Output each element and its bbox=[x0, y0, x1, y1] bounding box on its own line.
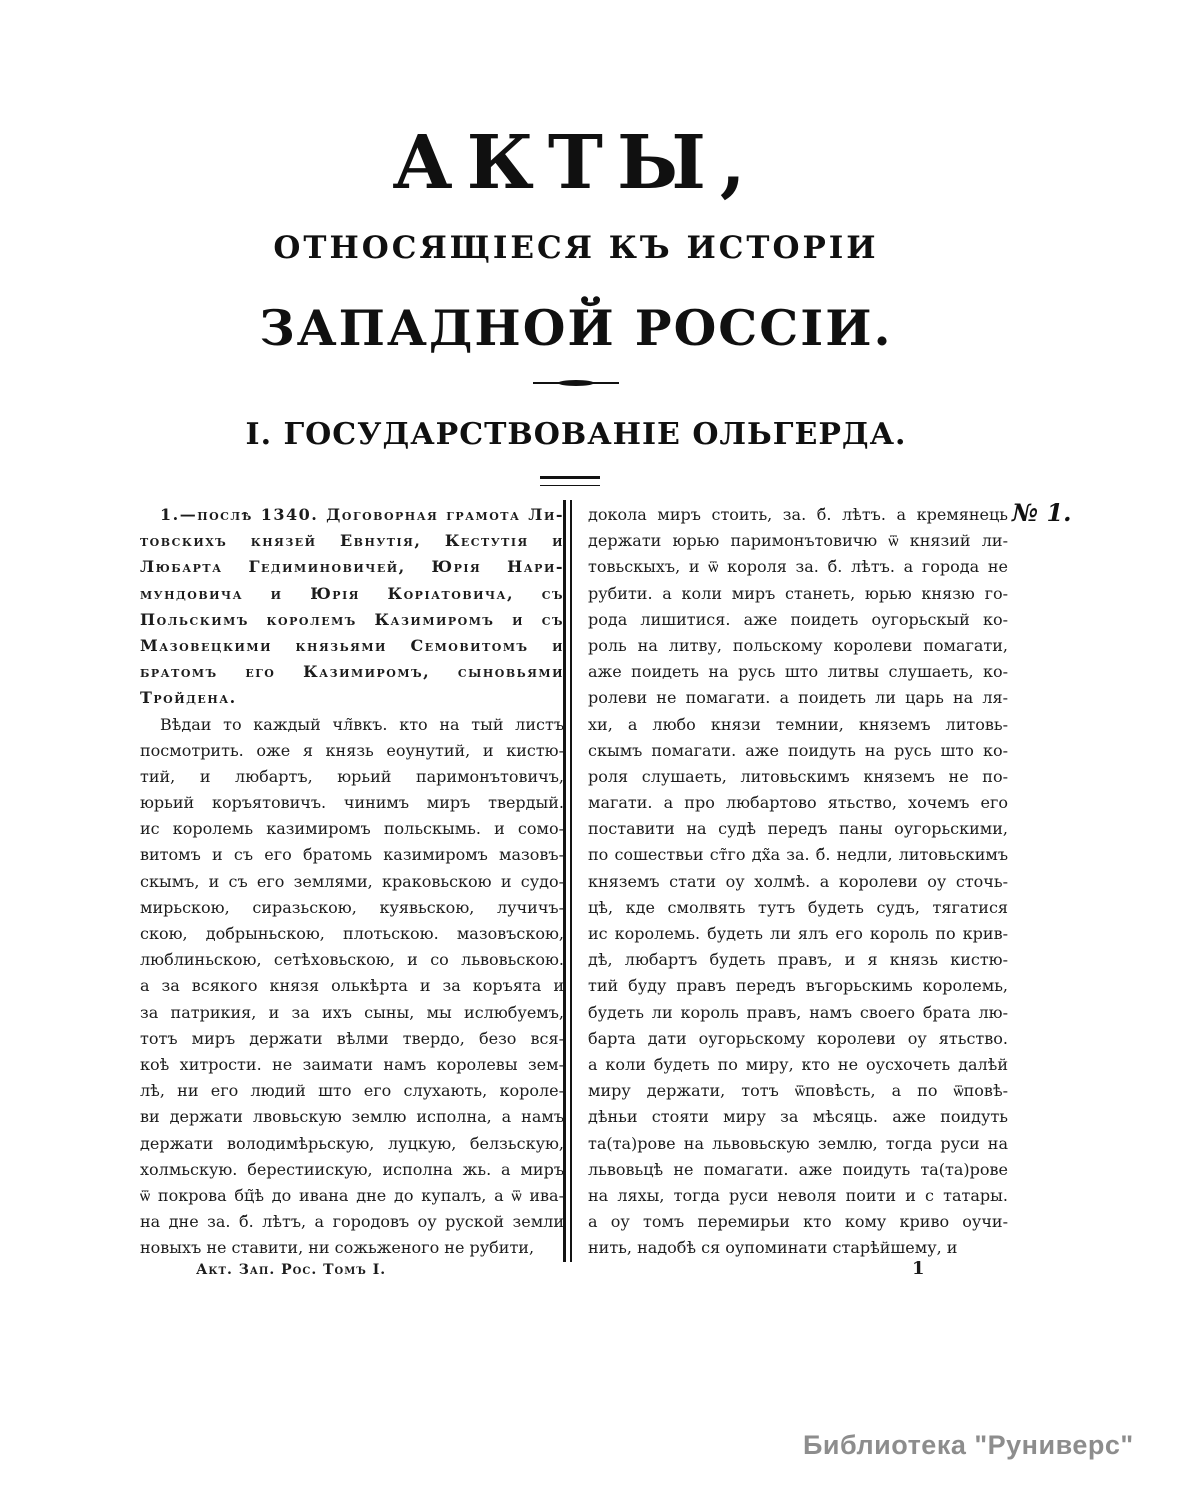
text-line: Тройдена. bbox=[140, 688, 237, 708]
ornament-swelled-rule bbox=[533, 379, 619, 386]
text-line: ролеви не помагати. а поидеть ли царь на ля- bbox=[588, 688, 1008, 708]
text-line: магати. а про любартово ятьство, хочемъ его bbox=[588, 793, 1008, 813]
book-subtitle-line2: ЗАПАДНОЙ РОССІИ. bbox=[259, 299, 893, 357]
section-heading: I. ГОСУДАРСТВОВАНІЕ ОЛЬГЕРДА. bbox=[245, 417, 907, 452]
text-line: ви держати лвовьскую землю исполна, а намъ bbox=[140, 1107, 564, 1127]
text-line: за патрикия, и за ихъ сыны, мы ислюбуемъ, bbox=[140, 1002, 564, 1022]
ornament-rule-lens bbox=[558, 380, 594, 386]
text-line: ѿ покрова бц̃ѣ до ивана дне до купалъ, а ѿ ива- bbox=[140, 1185, 564, 1205]
text-line: Польскимъ королемъ Казимиромъ и съ bbox=[140, 609, 564, 629]
text-line: рубити. а коли миръ станеть, юрью князю го- bbox=[588, 583, 1008, 603]
text-line: скымъ помагати. аже поидуть на русь што ко- bbox=[588, 740, 1008, 760]
page-number: 1 bbox=[912, 1258, 925, 1279]
text-line: скымъ, и съ его землями, краковьскою и судо- bbox=[140, 871, 564, 891]
text-line: по сошествьи ст̃го дх̃а за. б̃. недли, литовьскимъ bbox=[588, 845, 1008, 865]
text-line: люблиньскою, сетѣховьскою, и со львовьскою. bbox=[140, 950, 564, 970]
column-divider-rule bbox=[563, 500, 572, 1262]
right-column bbox=[588, 502, 1008, 1261]
text-line: роль на литву, польскому королеви помагати, bbox=[588, 635, 1008, 655]
text-line: княземъ стати оу холмѣ. а королеви оу сточь- bbox=[588, 871, 1008, 891]
text-line: держати юрью паримонътовичю ѿ князий ли- bbox=[588, 531, 1008, 551]
record-body-left bbox=[140, 712, 564, 1262]
text-line: барта дати оугорьскому королеви оу ятьство. bbox=[588, 1028, 1008, 1048]
document-number-margin-note: № 1. bbox=[1012, 498, 1072, 527]
text-line: Любарта Гедиминовичей, Юрія Нари- bbox=[140, 557, 564, 577]
text-line: холмьскую. берестиискую, исполна жь. а миръ bbox=[140, 1159, 564, 1179]
text-line: Вѣдаи то каждый чл̃вкъ. кто на тый листъ bbox=[160, 714, 564, 734]
text-line: докола миръ стоить, за. б̃. лѣтъ. а кремянець bbox=[588, 505, 1008, 524]
text-line: новыхъ не ставити, ни сожьженого не рубити, bbox=[140, 1238, 535, 1258]
text-line: юрьий коръятовичъ. чинимъ миръ твердый. bbox=[140, 793, 564, 813]
text-line: ис королемь казимиромъ польскымь. и сомо- bbox=[140, 819, 564, 839]
book-title: АКТЫ, bbox=[392, 120, 760, 206]
text-line: будеть ли король правъ, намъ своего брата лю- bbox=[588, 1002, 1008, 1022]
text-line: 1.—послѣ 1340. Договорная грамота Ли- bbox=[160, 505, 564, 524]
text-line: а коли будеть по миру, кто не оусхочеть далѣй bbox=[588, 1054, 1008, 1074]
left-column bbox=[140, 502, 564, 1261]
text-line: а за всякого князя олькѣрта и за коръята и bbox=[140, 976, 564, 996]
record-heading bbox=[140, 502, 564, 712]
text-line: скою, добрыньскою, плотьскою. мазовъскою, bbox=[140, 924, 564, 943]
text-line: та(та)рове на львовьскую землю, тогда руси на bbox=[588, 1133, 1008, 1153]
text-line: лѣ, ни его людий што его слухають, короле- bbox=[140, 1081, 564, 1101]
text-line: Мазовецкими князьями Семовитомъ и bbox=[140, 635, 564, 655]
record-body-right bbox=[588, 502, 1008, 1261]
text-line: нить, надобѣ ся оупоминати старѣйшему, и bbox=[588, 1238, 958, 1258]
text-line: цѣ, кде смолвять тутъ будеть судъ, тягатися bbox=[588, 897, 1008, 917]
text-line: тий, и любартъ, юрьий паримонътовичъ, bbox=[140, 766, 564, 786]
text-line: мирьскою, сиразьскою, куявьскою, лучичъ- bbox=[140, 897, 564, 917]
text-line: а оу томъ перемирьи кто кому криво оучи- bbox=[588, 1212, 1008, 1232]
text-line: тотъ миръ держати вѣлми твердо, безо вся- bbox=[140, 1028, 564, 1048]
text-line: тий буду правъ передъ въгорьскимь королемь, bbox=[588, 976, 1008, 996]
text-line: товскихъ князей Евнутія, Кестутія и bbox=[140, 531, 564, 551]
text-line: дѣньи стояти миру за мѣсяць. аже поидуть bbox=[588, 1107, 1008, 1127]
text-line: посмотрить. оже я князь еоунутий, и кистю- bbox=[140, 740, 564, 760]
text-line: роля слушаеть, литовьскимъ княземъ не по- bbox=[588, 766, 1008, 786]
text-line: братомъ его Казимиромъ, сыновьями bbox=[140, 662, 564, 682]
library-watermark: Библиотека "Руниверс" bbox=[803, 1430, 1134, 1460]
text-line: рода лишитися. аже поидеть оугорьскый ко- bbox=[588, 609, 1008, 629]
text-line: коѣ хитрости. не заимати намъ королевы зем- bbox=[140, 1054, 564, 1074]
text-line: ис королемь. будеть ли ялъ его король по крив- bbox=[588, 924, 1008, 943]
text-line: дѣ, любартъ будеть правъ, и я князь кистю- bbox=[588, 950, 1008, 970]
text-line: на дне за. б̃. лѣтъ, а городовъ оу руской земли bbox=[140, 1212, 564, 1232]
text-line: держати володимѣрьскую, луцкую, белзьскую, bbox=[140, 1133, 564, 1153]
text-line: миру держати, тотъ ѿповѣсть, а по ѿповѣ- bbox=[588, 1081, 1008, 1101]
text-line: на ляхы, тогда руси неволя поити и с татары. bbox=[588, 1185, 1008, 1205]
text-line: аже поидеть на русь што литвы слушаеть, ко- bbox=[588, 662, 1008, 682]
text-line: мундовича и Юрія Коріатовича, съ bbox=[140, 583, 564, 603]
text-line: хи, а любо князи темнии, княземъ литовь- bbox=[588, 714, 1008, 734]
volume-signature: Акт. Зап. Рос. Томъ I. bbox=[196, 1262, 387, 1278]
text-line: витомъ и съ его братомь казимиромъ мазовъ- bbox=[140, 845, 564, 865]
text-line: львовьцѣ не помагати. аже поидуть та(та)рове bbox=[588, 1159, 1008, 1179]
text-line: товьскыхъ, и ѿ короля за. б̃. лѣтъ. а города не bbox=[588, 557, 1008, 577]
book-subtitle-line1: ОТНОСЯЩІЕСЯ КЪ ИСТОРІИ bbox=[273, 230, 879, 266]
text-line: поставити на судѣ передъ паны оугорьскими, bbox=[588, 819, 1008, 839]
ornament-short-rule bbox=[540, 476, 600, 486]
